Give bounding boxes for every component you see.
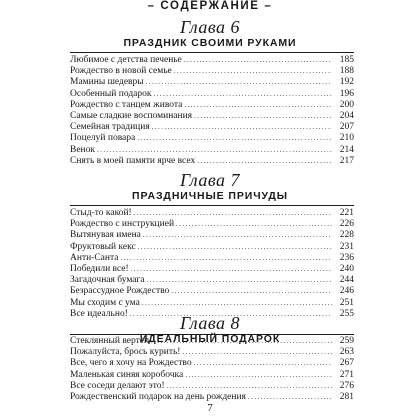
toc-entry-title: Рождество в новой семье xyxy=(70,66,172,77)
toc-entry-title: Рождество с инструкцией xyxy=(70,219,175,230)
toc-entry xyxy=(70,275,354,286)
toc-entry xyxy=(70,208,354,219)
toc-entry-title: Все идеально! xyxy=(70,308,128,319)
toc-entry-page: 231 xyxy=(339,241,354,252)
toc-entry xyxy=(70,77,354,88)
toc-entry xyxy=(70,286,354,297)
toc-entry-page: 246 xyxy=(339,286,354,297)
dot-leader xyxy=(174,66,332,77)
toc-entry xyxy=(70,298,354,309)
toc-list-chapter-7 xyxy=(70,208,354,320)
toc-entry-title: Безрассудное Рождество xyxy=(70,286,170,297)
toc-entry-page: 267 xyxy=(339,358,354,369)
chapter-title: ПРАЗДНИК СВОИМИ РУКАМИ xyxy=(123,37,297,49)
toc-entry-page: 196 xyxy=(339,88,354,99)
toc-entry-page: 210 xyxy=(339,133,354,144)
toc-entry-title: Мы сходим с ума xyxy=(70,297,140,308)
chapter-divider xyxy=(70,205,354,206)
dot-leader xyxy=(134,208,332,219)
chapter-number: Глава 7 xyxy=(179,170,241,190)
chapter-divider xyxy=(70,334,354,335)
dot-leader xyxy=(142,298,332,309)
toc-entry xyxy=(70,347,354,358)
chapter-title: ИДЕАЛЬНЫЙ ПОДАРОК xyxy=(139,333,281,345)
dot-leader xyxy=(146,77,332,88)
chapter-6-heading xyxy=(0,18,420,50)
toc-entry-page: 214 xyxy=(339,144,354,155)
toc-entry-title: Пожалуйста, брось курить! xyxy=(70,347,181,358)
toc-entry-title: Самые сладкие воспоминания xyxy=(70,110,193,121)
toc-entry-page: 192 xyxy=(339,77,354,88)
toc-entry-page: 236 xyxy=(339,252,354,263)
toc-entry-page: 263 xyxy=(339,347,354,358)
toc-entry-title: Вытянувая имена xyxy=(70,230,141,241)
toc-entry xyxy=(70,111,354,122)
dot-leader xyxy=(143,230,332,241)
toc-entry-title: Снять в моей памяти ярче всех xyxy=(70,155,196,166)
toc-entry-page: 255 xyxy=(339,308,354,319)
toc-entry-page: 271 xyxy=(339,369,354,380)
toc-entry-page: 259 xyxy=(339,336,354,346)
toc-entry-page: 276 xyxy=(339,380,354,391)
dot-leader xyxy=(171,286,332,297)
chapter-number: Глава 8 xyxy=(179,313,241,333)
toc-entry-title: Фруктовый кекс xyxy=(70,241,136,252)
toc-entry xyxy=(70,156,354,167)
toc-entry-page: 207 xyxy=(339,122,354,133)
toc-entry-page: 228 xyxy=(339,230,354,241)
dot-leader xyxy=(97,145,332,156)
toc-entry-page: 204 xyxy=(339,110,354,121)
toc-entry xyxy=(70,264,354,275)
dot-leader xyxy=(184,100,332,111)
toc-entry-page: 217 xyxy=(339,155,354,166)
toc-entry-title: Венок xyxy=(70,144,96,155)
toc-entry xyxy=(70,381,354,392)
chapter-number: Глава 6 xyxy=(179,17,241,37)
toc-entry-title: Любимое с детства печенье xyxy=(70,55,182,65)
dot-leader xyxy=(176,219,332,230)
toc-entry xyxy=(70,133,354,144)
toc-entry xyxy=(70,370,354,381)
toc-entry-page: 281 xyxy=(339,391,354,402)
running-head: – СОДЕРЖАНИЕ – xyxy=(147,0,273,12)
toc-entry-title: Маленькая синяя коробочка xyxy=(70,369,184,380)
toc-entry-page: 240 xyxy=(339,263,354,274)
toc-entry-title: Стеклянный вертеп xyxy=(70,336,150,346)
dot-leader xyxy=(137,133,332,144)
dot-leader xyxy=(131,264,332,275)
toc-entry-title: Поцелуй повара xyxy=(70,133,136,144)
dot-leader xyxy=(167,381,332,392)
chapter-7-heading xyxy=(0,171,420,203)
toc-entry-page: 185 xyxy=(339,55,354,65)
toc-entry-page: 188 xyxy=(339,66,354,77)
dot-leader xyxy=(120,253,332,264)
toc-entry xyxy=(70,145,354,156)
toc-entry-title: Рождественский подарок на день рождения xyxy=(70,391,246,402)
toc-entry xyxy=(70,55,354,66)
dot-leader xyxy=(138,242,332,253)
toc-entry-page: 221 xyxy=(339,208,354,218)
toc-entry-title: Мамины шедевры xyxy=(70,77,144,88)
toc-entry xyxy=(70,253,354,264)
toc-entry xyxy=(70,122,354,133)
toc-entry xyxy=(70,336,354,347)
dot-leader xyxy=(194,358,332,369)
toc-entry-title: Анти-Санта xyxy=(70,252,119,263)
chapter-title: ПРАЗДНИЧНЫЕ ПРИЧУДЫ xyxy=(132,190,288,202)
page-number: 7 xyxy=(207,402,213,414)
dot-leader xyxy=(182,347,332,358)
dot-leader xyxy=(152,122,332,133)
dot-leader xyxy=(197,156,332,167)
toc-entry-title: Все, чего я хочу на Рождество xyxy=(70,358,192,369)
toc-list-chapter-6 xyxy=(70,55,354,167)
toc-entry xyxy=(70,66,354,77)
toc-entry xyxy=(70,89,354,100)
toc-entry-page: 251 xyxy=(339,297,354,308)
chapter-divider xyxy=(70,52,354,53)
toc-entry xyxy=(70,100,354,111)
toc-entry-title: Рождество с танцем живота xyxy=(70,99,183,110)
dot-leader xyxy=(154,89,333,100)
toc-entry xyxy=(70,358,354,369)
dot-leader xyxy=(185,370,332,381)
toc-entry-title: Все соседи делают это! xyxy=(70,380,165,391)
toc-entry-title: Победили все! xyxy=(70,263,129,274)
toc-entry xyxy=(70,230,354,241)
toc-entry-page: 200 xyxy=(339,99,354,110)
toc-entry-title: Стыд-то какой! xyxy=(70,208,132,218)
toc-entry xyxy=(70,219,354,230)
toc-entry-title: Загадочная бумага xyxy=(70,275,145,286)
toc-entry-title: Семейная традиция xyxy=(70,122,150,133)
toc-entry-page: 244 xyxy=(339,275,354,286)
dot-leader xyxy=(147,275,332,286)
toc-entry-page: 226 xyxy=(339,219,354,230)
toc-list-chapter-8 xyxy=(70,336,354,403)
toc-entry xyxy=(70,242,354,253)
dot-leader xyxy=(194,111,332,122)
toc-entry-title: Особенный подарок xyxy=(70,88,152,99)
dot-leader xyxy=(184,55,332,66)
dot-leader xyxy=(151,336,332,347)
